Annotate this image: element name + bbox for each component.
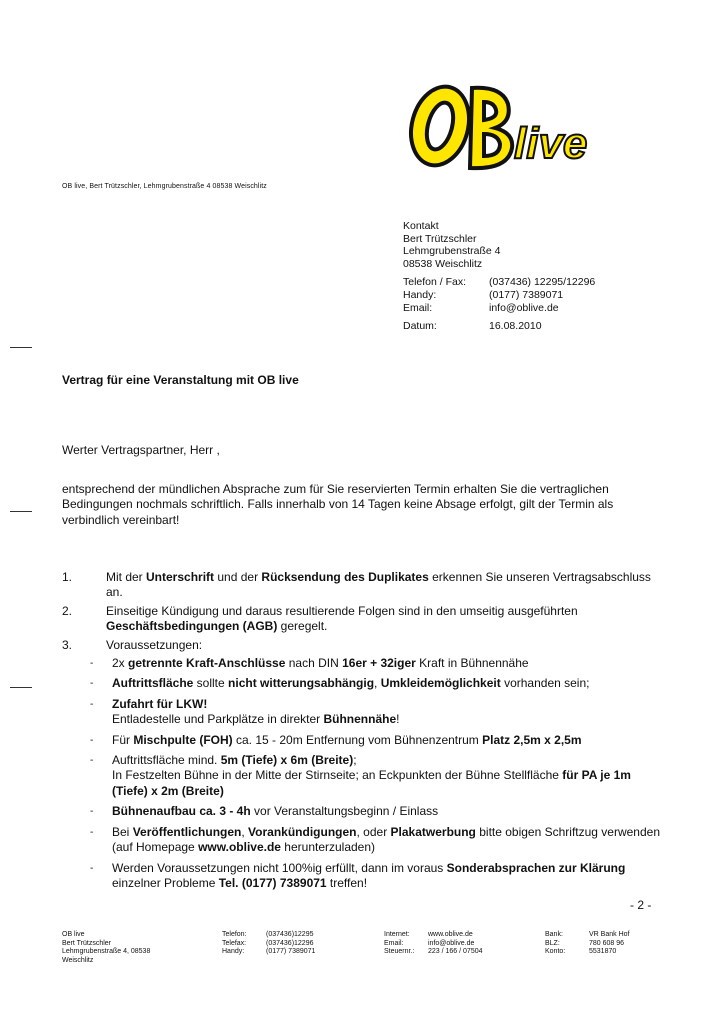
dash-bullet: - [90,658,94,670]
footer-address: OB live Bert Trützschler Lehmgrubenstraße 4, 08538 Weischlitz [62,931,151,964]
list-item-text: Einseitige Kündigung und daraus resultierende Folgen sind in den umseitig ausgeführten Geschäftsbedingungen (AGB) geregelt. [106,603,578,634]
list-item-number: 2. [62,603,73,618]
requirements-list [90,656,662,891]
requirement-item [90,733,662,748]
contact-row-mobile: Handy: (0177) 7389071 [403,288,564,301]
fold-mark [10,511,32,512]
oblive-logo [400,78,610,178]
dash-bullet: - [90,862,94,874]
list-item-number: 1. [62,570,73,584]
page-number: - 2 - [630,898,652,912]
dash-bullet: - [90,698,94,710]
fold-mark [10,687,32,688]
requirement-text: Bei Veröffentlichungen, Vorankündigungen, oder Plakatwerbung bitte obigen Schriftzug verwenden (auf Homepage www.oblive.de herunterzuladen) [112,824,661,855]
requirement-text: 2x getrennte Kraft-Anschlüsse nach DIN 16er + 32iger Kraft in Bühnennähe [112,656,529,671]
dash-bullet: - [90,755,94,767]
contact-name: Bert Trützschler [403,232,477,245]
list-item [62,604,662,635]
contact-row-phone: Telefon / Fax: (037436) 12295/12296 [403,276,596,289]
contract-terms-list [62,570,662,896]
requirement-text: Bühnenaufbau ca. 3 - 4h vor Veranstaltungsbeginn / Einlass [112,804,439,819]
requirement-item [90,656,662,671]
requirement-item [90,825,662,856]
list-item-text: Voraussetzungen: [106,637,203,652]
list-item-number: 3. [62,637,73,652]
contact-row-date: Datum: 16.08.2010 [403,320,542,333]
requirement-text: Zufahrt für LKW! Entladestelle und Parkplätze in direkter Bühnennähe! [112,696,400,727]
list-item [62,638,662,653]
footer-phones: Telefon: (037436)12295 Telefax: (037436)12296 Handy: (0177) 7389071 [222,931,316,956]
footer-bank: Bank: VR Bank Hof BLZ: 780 608 96 Konto: 5531870 [545,931,630,956]
requirement-item [90,861,662,892]
dash-bullet: - [90,678,94,690]
requirement-item [90,697,662,728]
requirement-item [90,804,662,819]
fold-mark [10,347,32,348]
contact-heading: Kontakt [403,220,439,232]
salutation: Werter Vertragspartner, Herr , [62,443,220,457]
requirement-item [90,753,662,799]
contact-block [403,220,595,333]
list-item [62,570,662,601]
contact-row-email: Email: info@oblive.de [403,301,559,314]
requirement-item [90,676,662,691]
dash-bullet: - [90,826,94,838]
document-title: Vertrag für eine Veranstaltung mit OB live [62,373,299,387]
contact-city: 08538 Weischlitz [403,257,483,270]
requirement-text: Für Mischpulte (FOH) ca. 15 - 20m Entfernung vom Bühnenzentrum Platz 2,5m x 2,5m [112,732,582,747]
footer-web: Internet: www.oblive.de Email: info@oblive.de Steuernr.: 223 / 166 / 07504 [384,931,483,956]
requirement-text: Werden Voraussetzungen nicht 100%ig erfüllt, dann im voraus Sonderabsprachen zur Klärung einzelner Probleme Tel. (0177) 7389071 treffen! [112,860,626,890]
dash-bullet: - [90,806,94,818]
intro-paragraph: entsprechend der mündlichen Absprache zum für Sie reservierten Termin erhalten Sie die vertraglichen Bedingungen nochmals schriftlich. Falls innerhalb von 14 Tagen keine Absage erfolgt, gilt der Termin als verbindlich vereinbart! [62,482,614,527]
contact-street: Lehmgrubenstraße 4 [403,245,501,258]
svg-text:live: live [514,119,588,168]
requirement-text: Auftrittsfläche mind. 5m (Tiefe) x 6m (Breite); In Festzelten Bühne in der Mitte der Stirnseite; an Eckpunkten der Bühne Stellfläche für PA je 1m (Tiefe) x 2m (Breite) [112,753,631,798]
sender-line: OB live, Bert Trützschler, Lehmgrubenstraße 4 08538 Weischlitz [62,183,267,190]
dash-bullet: - [90,734,94,746]
list-item-text: Mit der Unterschrift und der Rücksendung des Duplikates erkennen Sie unseren Vertragsabschluss an. [106,570,651,600]
requirement-text: Auftrittsfläche sollte nicht witterungsabhängig, Umkleidemöglichkeit vorhanden sein; [112,676,590,691]
